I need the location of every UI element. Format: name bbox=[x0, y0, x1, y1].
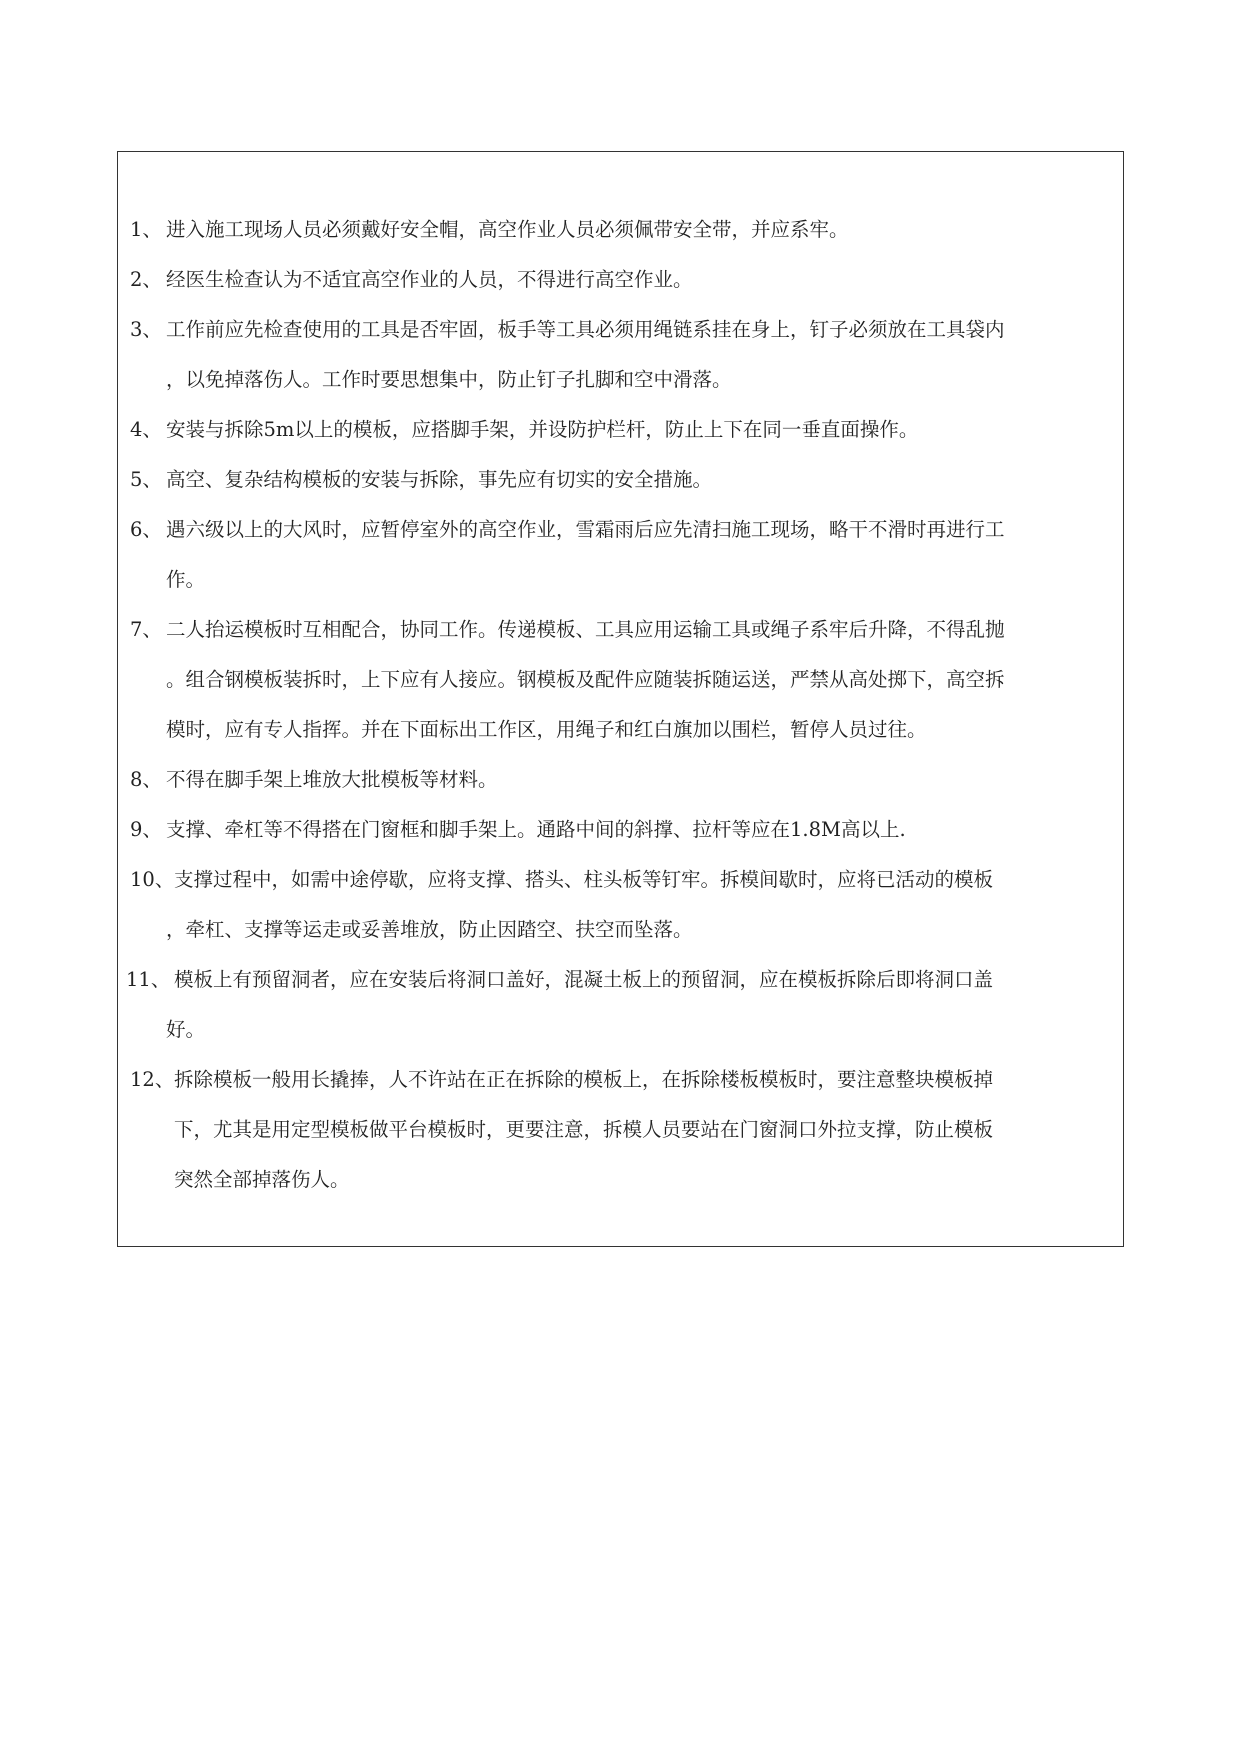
item-text: 高空、复杂结构模板的安装与拆除，事先应有切实的安全措施。 bbox=[166, 468, 713, 491]
item-number: 6、 bbox=[130, 518, 162, 541]
item-text: 支撑、牵杠等不得搭在门窗框和脚手架上。通路中间的斜撑、拉杆等应在1.8M高以上. bbox=[166, 818, 906, 841]
item-number: 3、 bbox=[130, 318, 162, 341]
item-number: 1、 bbox=[130, 218, 162, 241]
item-number: 10、 bbox=[130, 868, 175, 891]
item-number: 2、 bbox=[130, 268, 162, 291]
content-box bbox=[117, 151, 1124, 1247]
item-number: 7、 bbox=[130, 618, 162, 641]
item-text: 好。 bbox=[166, 1018, 206, 1041]
item-text: 下，尤其是用定型模板做平台模板时，更要注意，拆模人员要站在门窗洞口外拉支撑，防止模板 bbox=[174, 1118, 994, 1141]
item-text: 模时，应有专人指挥。并在下面标出工作区，用绳子和红白旗加以围栏，暂停人员过往。 bbox=[166, 718, 927, 741]
item-number: 11、 bbox=[126, 968, 171, 991]
item-text: 作。 bbox=[166, 568, 206, 591]
item-text: 模板上有预留洞者，应在安装后将洞口盖好，混凝土板上的预留洞，应在模板拆除后即将洞口盖 bbox=[174, 968, 994, 991]
item-text: 突然全部掉落伤人。 bbox=[174, 1168, 350, 1191]
item-number: 5、 bbox=[130, 468, 162, 491]
item-text: ，牵杠、支撑等运走或妥善堆放，防止因踏空、扶空而坠落。 bbox=[166, 918, 693, 941]
item-text: ，以免掉落伤人。工作时要思想集中，防止钉子扎脚和空中滑落。 bbox=[166, 368, 732, 391]
item-text: 工作前应先检查使用的工具是否牢固，板手等工具必须用绳链系挂在身上，钉子必须放在工具袋内 bbox=[166, 318, 1005, 341]
item-text: 不得在脚手架上堆放大批模板等材料。 bbox=[166, 768, 498, 791]
item-text: 经医生检查认为不适宜高空作业的人员，不得进行高空作业。 bbox=[166, 268, 693, 291]
item-number: 9、 bbox=[130, 818, 162, 841]
item-text: 支撑过程中，如需中途停歇，应将支撑、搭头、柱头板等钉牢。拆模间歇时，应将已活动的模板 bbox=[174, 868, 994, 891]
item-number: 8、 bbox=[130, 768, 162, 791]
item-text: 遇六级以上的大风时，应暂停室外的高空作业，雪霜雨后应先清扫施工现场，略干不滑时再进行工 bbox=[166, 518, 1005, 541]
item-number: 4、 bbox=[130, 418, 162, 441]
item-text: 拆除模板一般用长撬捧，人不许站在正在拆除的模板上，在拆除楼板模板时，要注意整块模板掉 bbox=[174, 1068, 994, 1091]
item-text: 进入施工现场人员必须戴好安全帽，高空作业人员必须佩带安全带，并应系牢。 bbox=[166, 218, 849, 241]
item-text: 安装与拆除5m以上的模板，应搭脚手架，并设防护栏杆，防止上下在同一垂直面操作。 bbox=[166, 418, 919, 441]
item-number: 12、 bbox=[130, 1068, 175, 1091]
item-text: 二人抬运模板时互相配合，协同工作。传递模板、工具应用运输工具或绳子系牢后升降，不得乱抛 bbox=[166, 618, 1005, 641]
item-text: 。组合钢模板装拆时，上下应有人接应。钢模板及配件应随装拆随运送，严禁从高处掷下，高空拆 bbox=[166, 668, 1005, 691]
